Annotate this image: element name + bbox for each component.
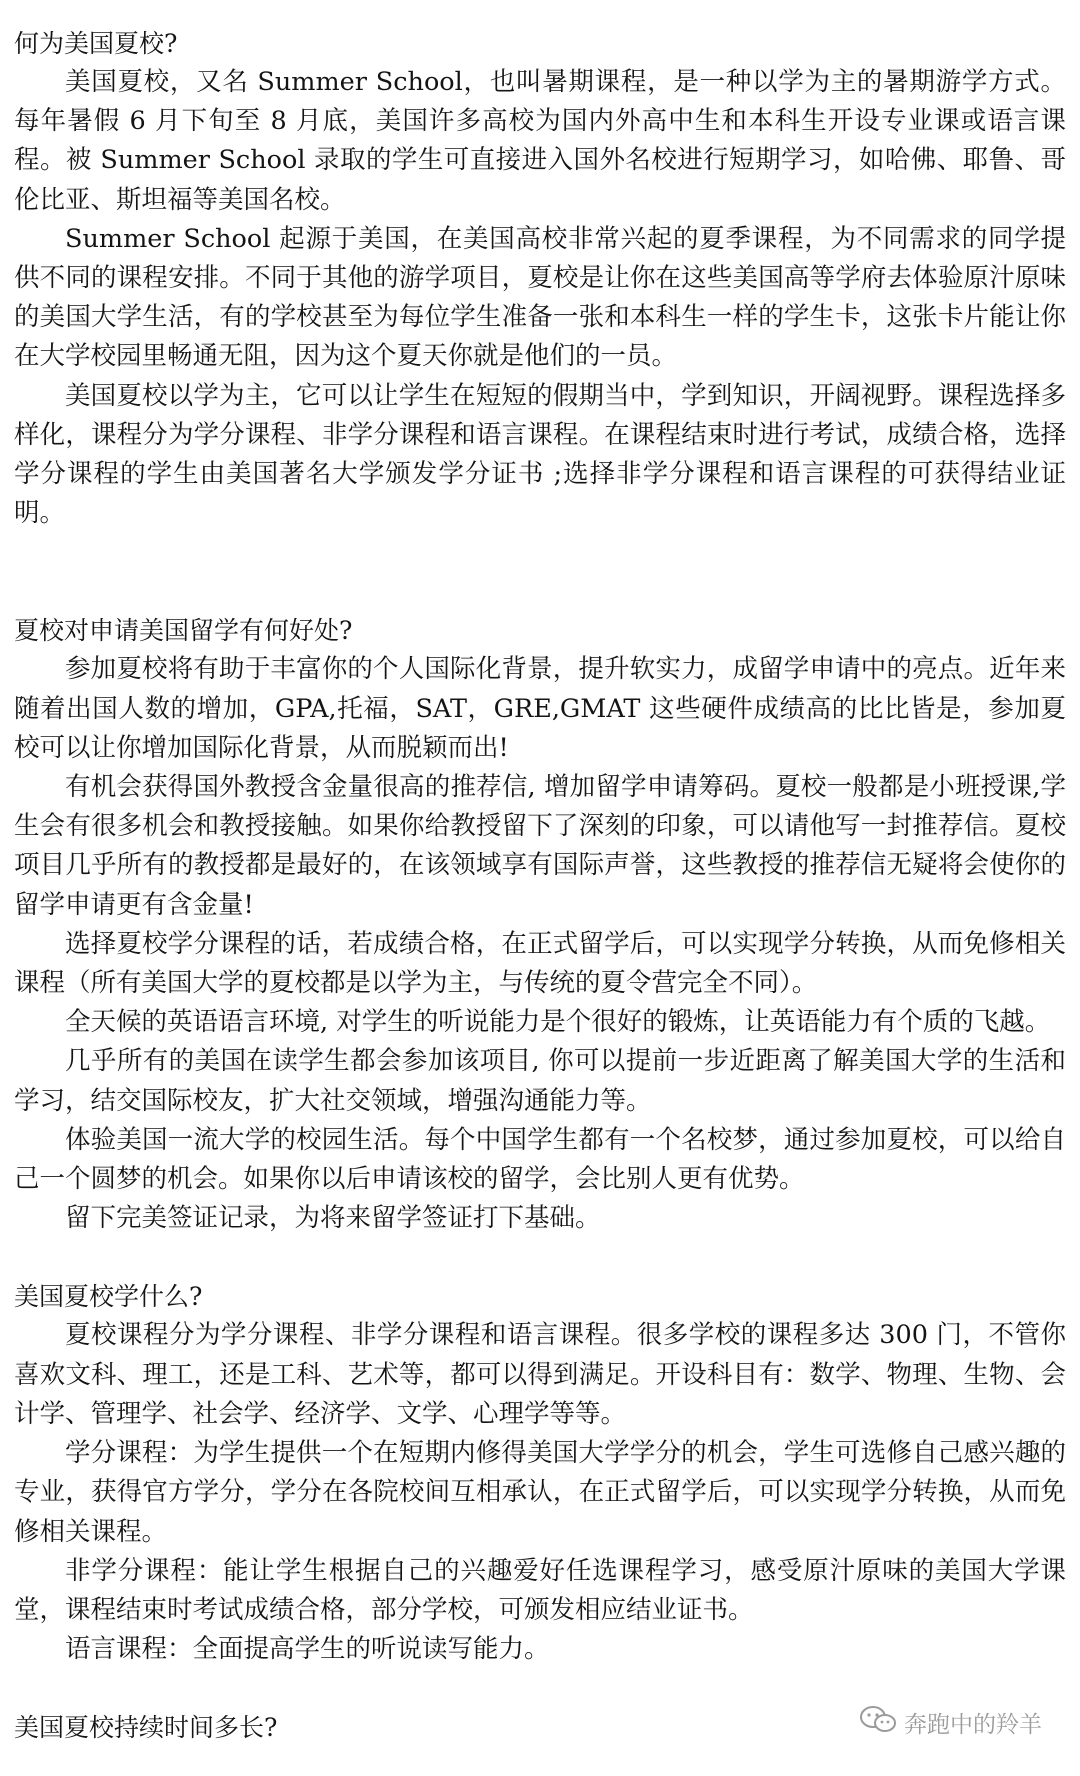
spacer: [14, 533, 1066, 611]
paragraph: 几乎所有的美国在读学生都会参加该项目, 你可以提前一步近距离了解美国大学的生活和学习，结交国际校友，扩大社交领域，增强沟通能力等。: [14, 1046, 1066, 1116]
paragraph: 语言课程：全面提高学生的听说读写能力。: [65, 1634, 550, 1665]
paragraph: 选择夏校学分课程的话，若成绩合格，在正式留学后，可以实现学分转换，从而免修相关课程（所有美国大学的夏校都是以学为主，与传统的夏令营完全不同）。: [14, 928, 1066, 999]
paragraph: 非学分课程：能让学生根据自己的兴趣爱好任选课程学习，感受原汁原味的美国大学课堂，课程结束时考试成绩合格，部分学校，可颁发相应结业证书。: [14, 1555, 1066, 1625]
paragraph: 有机会获得国外教授含金量很高的推荐信, 增加留学申请筹码。夏校一般都是小班授课,学生会有很多机会和教授接触。如果你给教授留下了深刻的印象，可以请他写一封推荐信。夏校项目几乎所有的教授都是最好的，在该领域享有国际声誉，这些教授的推荐信无疑将会使你的留学申请更有含金量!: [14, 772, 1066, 920]
paragraph: 参加夏校将有助于丰富你的个人国际化背景，提升软实力，成留学申请中的亮点。近年来随着出国人数的增加，GPA,托福，SAT，GRE,GMAT 这些硬件成绩高的比比皆是，参加夏校可以让你增加国际化背景，从而脱颖而出!: [14, 654, 1066, 763]
wechat-icon: [858, 1704, 898, 1740]
article-body: [14, 24, 1066, 1747]
section-heading: 何为美国夏校?: [14, 29, 178, 58]
watermark-text: 奔跑中的羚羊: [904, 1711, 1042, 1738]
paragraph: 留下完美签证记录，为将来留学签证打下基础。: [65, 1203, 601, 1234]
wechat-watermark: [858, 1704, 1042, 1740]
section-benefits: [14, 611, 1066, 1238]
spacer: [14, 1669, 1066, 1708]
paragraph: 美国夏校以学为主，它可以让学生在短短的假期当中，学到知识，开阔视野。课程选择多样化，课程分为学分课程、非学分课程和语言课程。在课程结束时进行考试，成绩合格，选择学分课程的学生由美国著名大学颁发学分证书 ;选择非学分课程和语言课程的可获得结业证明。: [14, 380, 1066, 529]
paragraph: 美国夏校，又名 Summer School，也叫暑期课程，是一种以学为主的暑期游学方式。每年暑假 6 月下旬至 8 月底，美国许多高校为国内外高中生和本科生开设专业课或语言课程。被 Summer School 录取的学生可直接进入国外名校进行短期学习，如哈佛、耶鲁、哥伦比亚、斯坦福等美国名校。: [14, 67, 1066, 215]
section-heading: 美国夏校学什么?: [14, 1282, 203, 1312]
section-heading: 夏校对申请美国留学有何好处?: [14, 616, 353, 646]
section-what-to-study: [14, 1277, 1066, 1669]
paragraph: 体验美国一流大学的校园生活。每个中国学生都有一个名校梦，通过参加夏校，可以给自己一个圆梦的机会。如果你以后申请该校的留学，会比别人更有优势。: [14, 1124, 1066, 1195]
paragraph: 夏校课程分为学分课程、非学分课程和语言课程。很多学校的课程多达 300 门，不管你喜欢文科、理工，还是工科、艺术等，都可以得到满足。开设科目有：数学、物理、生物、会计学、管理学、社会学、经济学、文学、心理学等等。: [14, 1320, 1066, 1429]
section-what-is-summer-school: [14, 24, 1066, 533]
paragraph: 学分课程：为学生提供一个在短期内修得美国大学学分的机会，学生可选修自己感兴趣的专业，获得官方学分，学分在各院校间互相承认，在正式留学后，可以实现学分转换，从而免修相关课程。: [14, 1438, 1066, 1547]
spacer: [14, 1238, 1066, 1277]
paragraph: Summer School 起源于美国，在美国高校非常兴起的夏季课程，为不同需求的同学提供不同的课程安排。不同于其他的游学项目，夏校是让你在这些美国高等学府去体验原汁原味的美国大学生活，有的学校甚至为每位学生准备一张和本科生一样的学生卡，这张卡片能让你在大学校园里畅通无阻，因为这个夏天你就是他们的一员。: [14, 223, 1066, 372]
paragraph: 全天候的英语语言环境, 对学生的听说能力是个很好的锻炼，让英语能力有个质的飞越。: [65, 1007, 1051, 1038]
section-heading: 美国夏校持续时间多长?: [14, 1713, 278, 1743]
